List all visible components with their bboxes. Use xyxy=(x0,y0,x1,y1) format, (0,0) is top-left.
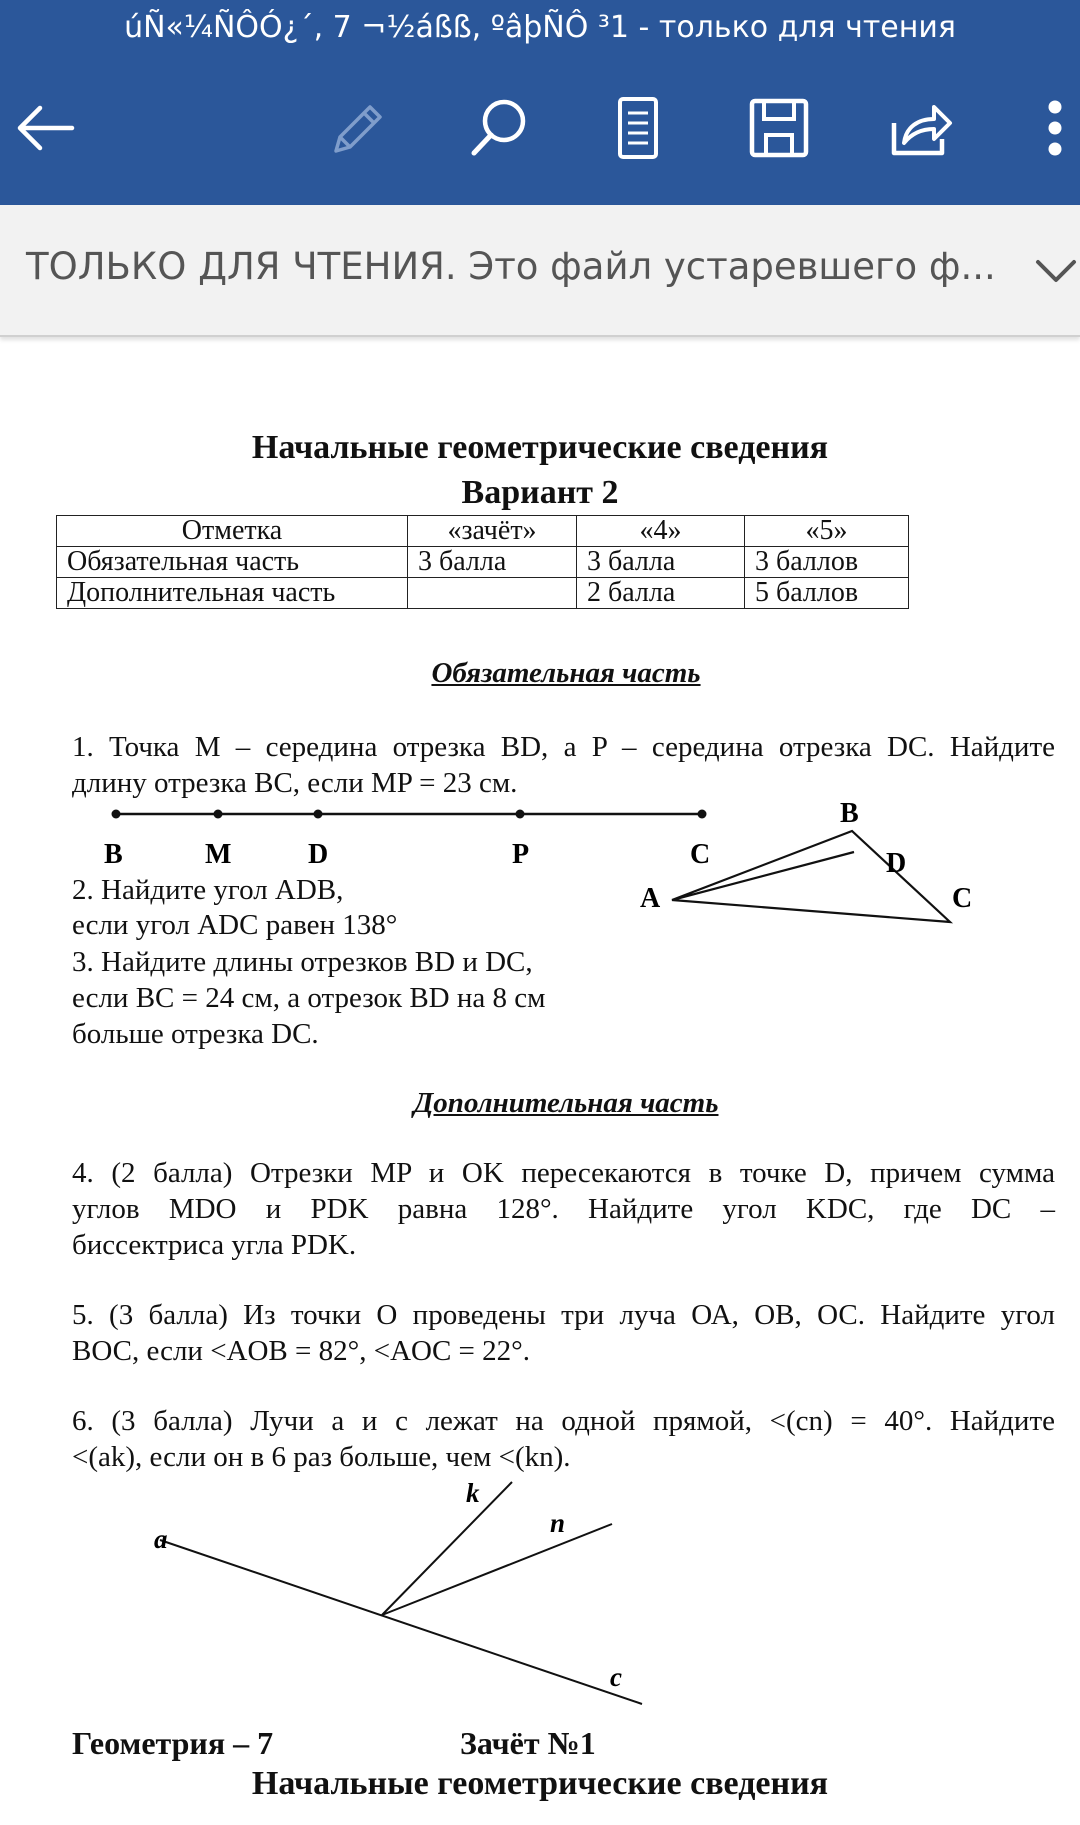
task2-line1: 2. Найдите угол ADB, xyxy=(72,874,344,906)
window-title: úÑ«¼ÑÔÓ¿´, 7 ¬½áßß, ºâþÑÔ ³1 - только для чтения xyxy=(124,10,956,45)
search-button[interactable] xyxy=(454,88,544,168)
task6-line2: <(ak), если он в 6 раз больше, чем <(kn). xyxy=(72,1441,571,1473)
share-button[interactable] xyxy=(874,88,964,168)
share-icon xyxy=(884,93,954,163)
label-b: B xyxy=(104,839,123,870)
read-only-banner[interactable] xyxy=(0,205,1080,337)
footer-title: Начальные геометрические сведения xyxy=(251,1765,829,1802)
ray-n xyxy=(382,1524,612,1615)
point-p xyxy=(516,810,525,819)
edit-button[interactable] xyxy=(312,88,402,168)
task3-line3: больше отрезка DC. xyxy=(72,1018,319,1050)
label-b: B xyxy=(840,798,859,829)
table-header: Отметка xyxy=(57,516,408,547)
task4-line2: углов MDO и PDK равна 128°. Найдите угол KDC, где DC – xyxy=(72,1193,1055,1225)
point-d xyxy=(314,810,323,819)
ray-label-a: a xyxy=(154,1524,168,1554)
label-d: D xyxy=(886,848,907,879)
app-toolbar xyxy=(0,0,1080,205)
ray-label-c: c xyxy=(610,1662,622,1692)
task1-line1: 1. Точка M – середина отрезка BD, а P – середина отрезка DC. Найдите xyxy=(72,731,1055,763)
table-cell: 3 балла xyxy=(408,547,577,578)
banner-text: ТОЛЬКО ДЛЯ ЧТЕНИЯ. Это файл устаревшего ф... xyxy=(26,245,996,288)
label-a: A xyxy=(640,883,661,914)
table-cell: 5 баллов xyxy=(745,578,909,609)
task6-line1: 6. (3 балла) Лучи a и c лежат на одной прямой, <(cn) = 40°. Найдите xyxy=(72,1405,1055,1437)
triangle-lines xyxy=(672,831,950,922)
task5-line2: ВОС, если <AOB = 82°, <AOC = 22°. xyxy=(72,1335,531,1367)
footer-test: Зачёт №1 xyxy=(460,1725,596,1761)
task4-line3: биссектриса угла PDK. xyxy=(72,1229,357,1261)
arrow-left-icon xyxy=(10,98,80,158)
label-m: M xyxy=(205,839,232,870)
table-row xyxy=(57,547,909,578)
more-button[interactable] xyxy=(1020,88,1080,168)
save-button[interactable] xyxy=(734,88,824,168)
task2-line2: если угол ADC равен 138° xyxy=(72,909,398,941)
label-c: C xyxy=(952,883,973,914)
task3-line2: если BC = 24 см, а отрезок BD на 8 см xyxy=(72,982,546,1014)
table-row xyxy=(57,516,909,547)
document-lines-icon xyxy=(608,93,668,163)
more-vertical-icon xyxy=(1035,93,1065,163)
task1-line2: длину отрезка BC, если MP = 23 см. xyxy=(72,767,518,799)
triangle-diagram xyxy=(630,792,1000,952)
ray-label-k: k xyxy=(466,1478,480,1508)
footer-subject: Геометрия – 7 xyxy=(72,1725,274,1761)
task5-line1: 5. (3 балла) Из точки О проведены три луча ОА, ОВ, ОС. Найдите угол xyxy=(72,1299,1055,1331)
table-row xyxy=(57,578,909,609)
ray-label-n: n xyxy=(550,1508,566,1538)
floppy-disk-icon xyxy=(744,93,814,163)
reading-mode-button[interactable] xyxy=(593,88,683,168)
pencil-icon xyxy=(322,93,392,163)
table-cell: 3 балла xyxy=(577,547,745,578)
table-cell: 3 баллов xyxy=(745,547,909,578)
search-icon xyxy=(464,93,534,163)
doc-title: Начальные геометрические сведения xyxy=(251,429,829,466)
label-c: C xyxy=(690,839,711,870)
label-d: D xyxy=(308,839,329,870)
point-b xyxy=(112,810,121,819)
section-heading-additional: Дополнительная часть xyxy=(413,1087,719,1119)
rays-diagram xyxy=(130,1472,670,1712)
table-cell: Обязательная часть xyxy=(57,547,408,578)
back-button[interactable] xyxy=(0,88,90,168)
table-cell: Дополнительная часть xyxy=(57,578,408,609)
table-cell: 2 балла xyxy=(577,578,745,609)
task4-line1: 4. (2 балла) Отрезки MP и OK пересекаются в точке D, причем сумма xyxy=(72,1157,1055,1189)
section-heading-required: Обязательная часть xyxy=(431,657,701,689)
grade-table xyxy=(56,515,909,609)
document-page xyxy=(0,337,1080,1825)
table-header: «зачёт» xyxy=(408,516,577,547)
point-m xyxy=(214,810,223,819)
ray-k xyxy=(382,1482,512,1615)
table-cell xyxy=(408,578,577,609)
label-p: P xyxy=(512,839,530,870)
table-header: «4» xyxy=(577,516,745,547)
task3-line1: 3. Найдите длины отрезков BD и DC, xyxy=(72,946,533,978)
table-header: «5» xyxy=(745,516,909,547)
chevron-down-icon[interactable] xyxy=(1020,240,1080,300)
doc-variant: Вариант 2 xyxy=(461,474,619,511)
line-ac xyxy=(160,1540,642,1704)
